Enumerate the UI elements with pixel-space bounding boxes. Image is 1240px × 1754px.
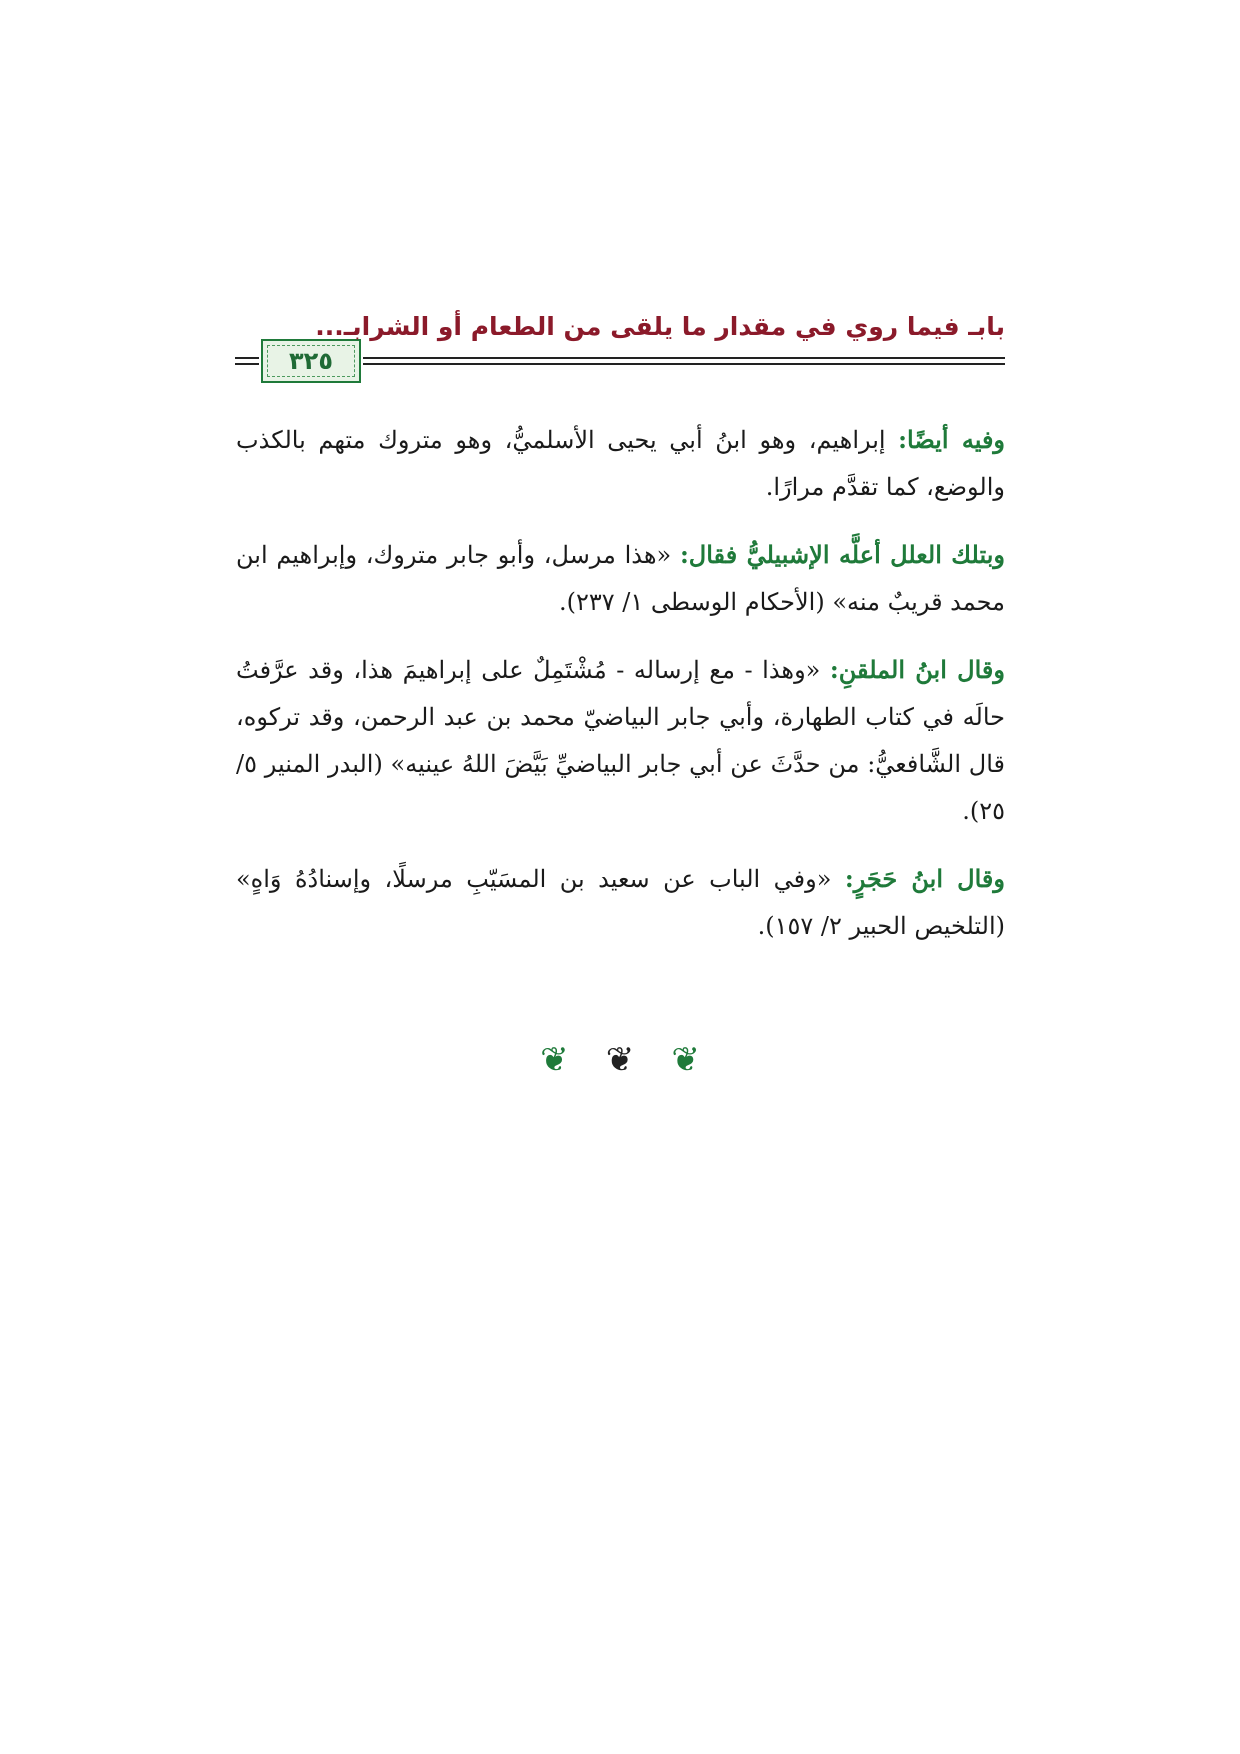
- header-rule: [235, 357, 259, 359]
- header-rule: [363, 363, 1005, 365]
- paragraph: [236, 531, 1005, 626]
- section-end-ornaments: [0, 1040, 1240, 1080]
- page-number: ٣٢٥: [289, 347, 333, 375]
- paragraph-lead: وفيه أيضًا:: [898, 425, 1006, 454]
- paragraph-text: «هذا مرسل، وأبو جابر متروك، وإبراهيم ابن محمد قريبٌ منه» (الأحكام الوسطى ١/ ٢٣٧).: [236, 541, 1005, 616]
- page-number-frame: [261, 339, 361, 383]
- header-rule: [363, 357, 1005, 359]
- paragraph-lead: وبتلك العلل أعلَّه الإشبيليُّ فقال:: [679, 540, 1005, 569]
- paragraph-text: إبراهيم، وهو ابنُ أبي يحيى الأسلميُّ، وهو متروك متهم بالكذب والوضع، كما تقدَّم مرارًا.: [236, 426, 1005, 501]
- paragraph: [236, 646, 1005, 835]
- paragraph-text: «وفي الباب عن سعيد بن المسَيّبِ مرسلًا، وإسنادُهُ وَاهٍ» (التلخيص الحبير ٢/ ١٥٧).: [236, 865, 1005, 940]
- page-body: [236, 416, 1005, 970]
- lotus-ornament-icon: ❦: [605, 1040, 635, 1080]
- paragraph-lead: وقال ابنُ الملقنِ:: [829, 655, 1005, 684]
- header-rule: [235, 363, 259, 365]
- chapter-title: بابـ فيما روي في مقدار ما يلقى من الطعام أو الشرابـ...: [315, 312, 1005, 341]
- paragraph-lead: وقال ابنُ حَجَرٍ:: [844, 864, 1005, 893]
- paragraph-text: «وهذا - مع إرساله - مُشْتَمِلٌ على إبراهيمَ هذا، وقد عرَّفتُ حالَه في كتاب الطهارة، وأبي جابر البياضيّ محمد بن عبد الرحمن، وقد تركوه، قال الشَّافعيُّ: من حدَّثَ عن أبي جابر البياضيِّ بَيَّضَ اللهُ عينيه» (البدر المنير ٥/ ٢٥).: [236, 656, 1005, 825]
- page-header: [235, 312, 1005, 392]
- paragraph: [236, 855, 1005, 950]
- paragraph: [236, 416, 1005, 511]
- lotus-ornament-icon: ❦: [540, 1040, 569, 1080]
- lotus-ornament-icon: ❦: [671, 1040, 700, 1080]
